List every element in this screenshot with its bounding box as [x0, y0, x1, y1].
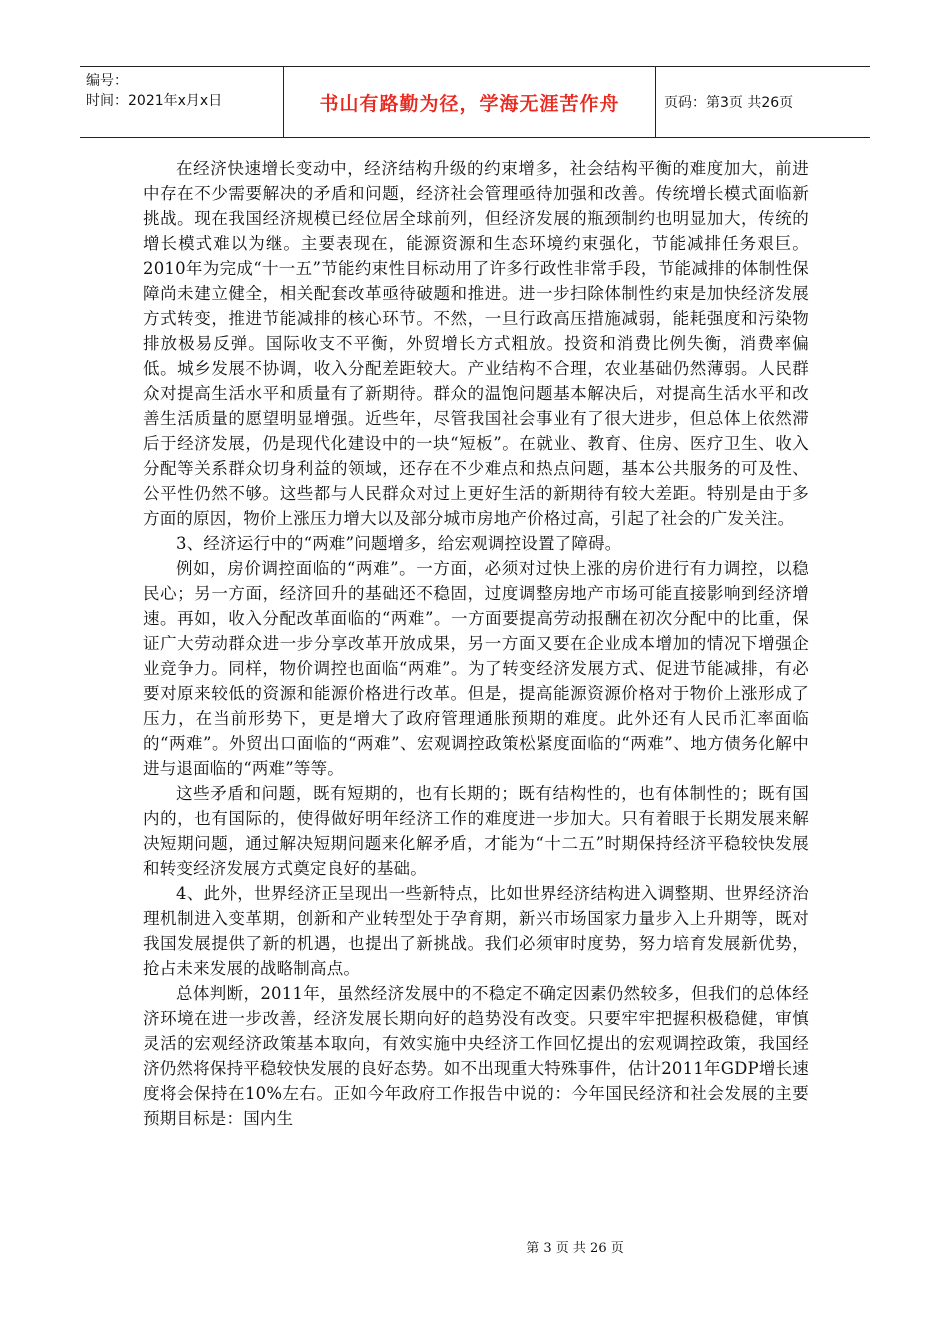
header-motto: 书山有路勤为径，学海无涯苦作舟: [319, 92, 620, 115]
paragraph: 3、经济运行中的“两难”问题增多，给宏观调控设置了障碍。: [176, 534, 622, 553]
header-motto-cell: [284, 67, 656, 137]
paragraph: 例如，房价调控面临的“两难”。一方面，必须对过快上涨的房价进行有力调控，以稳民心；另一方面，经济回升的基础还不稳固，过度调整房地产市场可能直接影响到经济增速。再如，收入分配改革面临的“两难”。一方面要提高劳动报酬在初次分配中的比重，保证广大劳动群众进一步分享改革开放成果，另一方面又要在企业成本增加的情况下增强企业竞争力。同样，物价调控也面临“两难”。为了转变经济发展方式、促进节能减排，有必要对原来较低的资源和能源价格进行改革。但是，提高能源资源价格对于物价上涨形成了压力，在当前形势下，更是增大了政府管理通胀预期的难度。此外还有人民币汇率面临的“两难”。外贸出口面临的“两难”、宏观调控政策松紧度面临的“两难”、地方债务化解中进与退面临的“两难”等等。: [143, 559, 809, 778]
footer-page-number: 第 3 页 共 26 页: [526, 1241, 624, 1256]
paragraph: 这些矛盾和问题，既有短期的，也有长期的；既有结构性的，也有体制性的；既有国内的，也有国际的，使得做好明年经济工作的难度进一步加大。只有着眼于长期发展来解决短期问题，通过解决短期问题来化解矛盾，才能为“十二五”时期保持经济平稳较快发展和转变经济发展方式奠定良好的基础。: [143, 784, 809, 878]
header-meta: [80, 67, 284, 137]
paragraph: 在经济快速增长变动中，经济结构升级的约束增多，社会结构平衡的难度加大，前进中存在不少需要解决的矛盾和问题，经济社会管理亟待加强和改善。传统增长模式面临新挑战。现在我国经济规模已经位居全球前列，但经济发展的瓶颈制约也明显加大，传统的增长模式难以为继。主要表现在，能源资源和生态环境约束强化，节能减排任务艰巨。2010年为完成“十一五”节能约束性目标动用了许多行政性非常手段，节能减排的体制性保障尚未建立健全，相关配套改革亟待破题和推进。进一步扫除体制性约束是加快经济发展方式转变，推进节能减排的核心环节。不然，一旦行政高压措施减弱，能耗强度和污染物排放极易反弹。国际收支不平衡，外贸增长方式粗放。投资和消费比例失衡，消费率偏低。城乡发展不协调，收入分配差距较大。产业结构不合理，农业基础仍然薄弱。人民群众对提高生活水平和质量有了新期待。群众的温饱问题基本解决后，对提高生活水平和改善生活质量的愿望明显增强。近些年，尽管我国社会事业有了很大进步，但总体上依然滞后于经济发展，仍是现代化建设中的一块“短板”。在就业、教育、住房、医疗卫生、收入分配等关系群众切身利益的领域，还存在不少难点和热点问题，基本公共服务的可及性、公平性仍然不够。这些都与人民群众对过上更好生活的新期待有较大差距。特别是由于多方面的原因，物价上涨压力增大以及部分城市房地产价格过高，引起了社会的广发关注。: [143, 159, 809, 528]
document-body: [143, 156, 809, 1131]
page-footer: [0, 1237, 950, 1256]
header-page-info-cell: [656, 67, 870, 137]
paragraph: 4、此外，世界经济正呈现出一些新特点，比如世界经济结构进入调整期、世界经济治理机制进入变革期，创新和产业转型处于孕育期，新兴市场国家力量步入上升期等，既对我国发展提供了新的机遇，也提出了新挑战。我们必须审时度势，努力培育发展新优势，抢占未来发展的战略制高点。: [143, 884, 809, 978]
paragraph: 总体判断，2011年，虽然经济发展中的不稳定不确定因素仍然较多，但我们的总体经济环境在进一步改善，经济发展长期向好的趋势没有改变。只要牢牢把握积极稳健，审慎灵活的宏观经济政策基本取向，有效实施中央经济工作回忆提出的宏观调控政策，我国经济仍然将保持平稳较快发展的良好态势。如不出现重大特殊事件，估计2011年GDP增长速度将会保持在10%左右。正如今年政府工作报告中说的：今年国民经济和社会发展的主要预期目标是：国内生: [143, 984, 809, 1128]
header-time-label: 时间：2021年x月x日: [86, 93, 223, 109]
header-number-label: 编号：: [86, 73, 128, 89]
header-page-info: 页码：第3页 共26页: [664, 95, 794, 111]
page-header: [80, 66, 870, 138]
